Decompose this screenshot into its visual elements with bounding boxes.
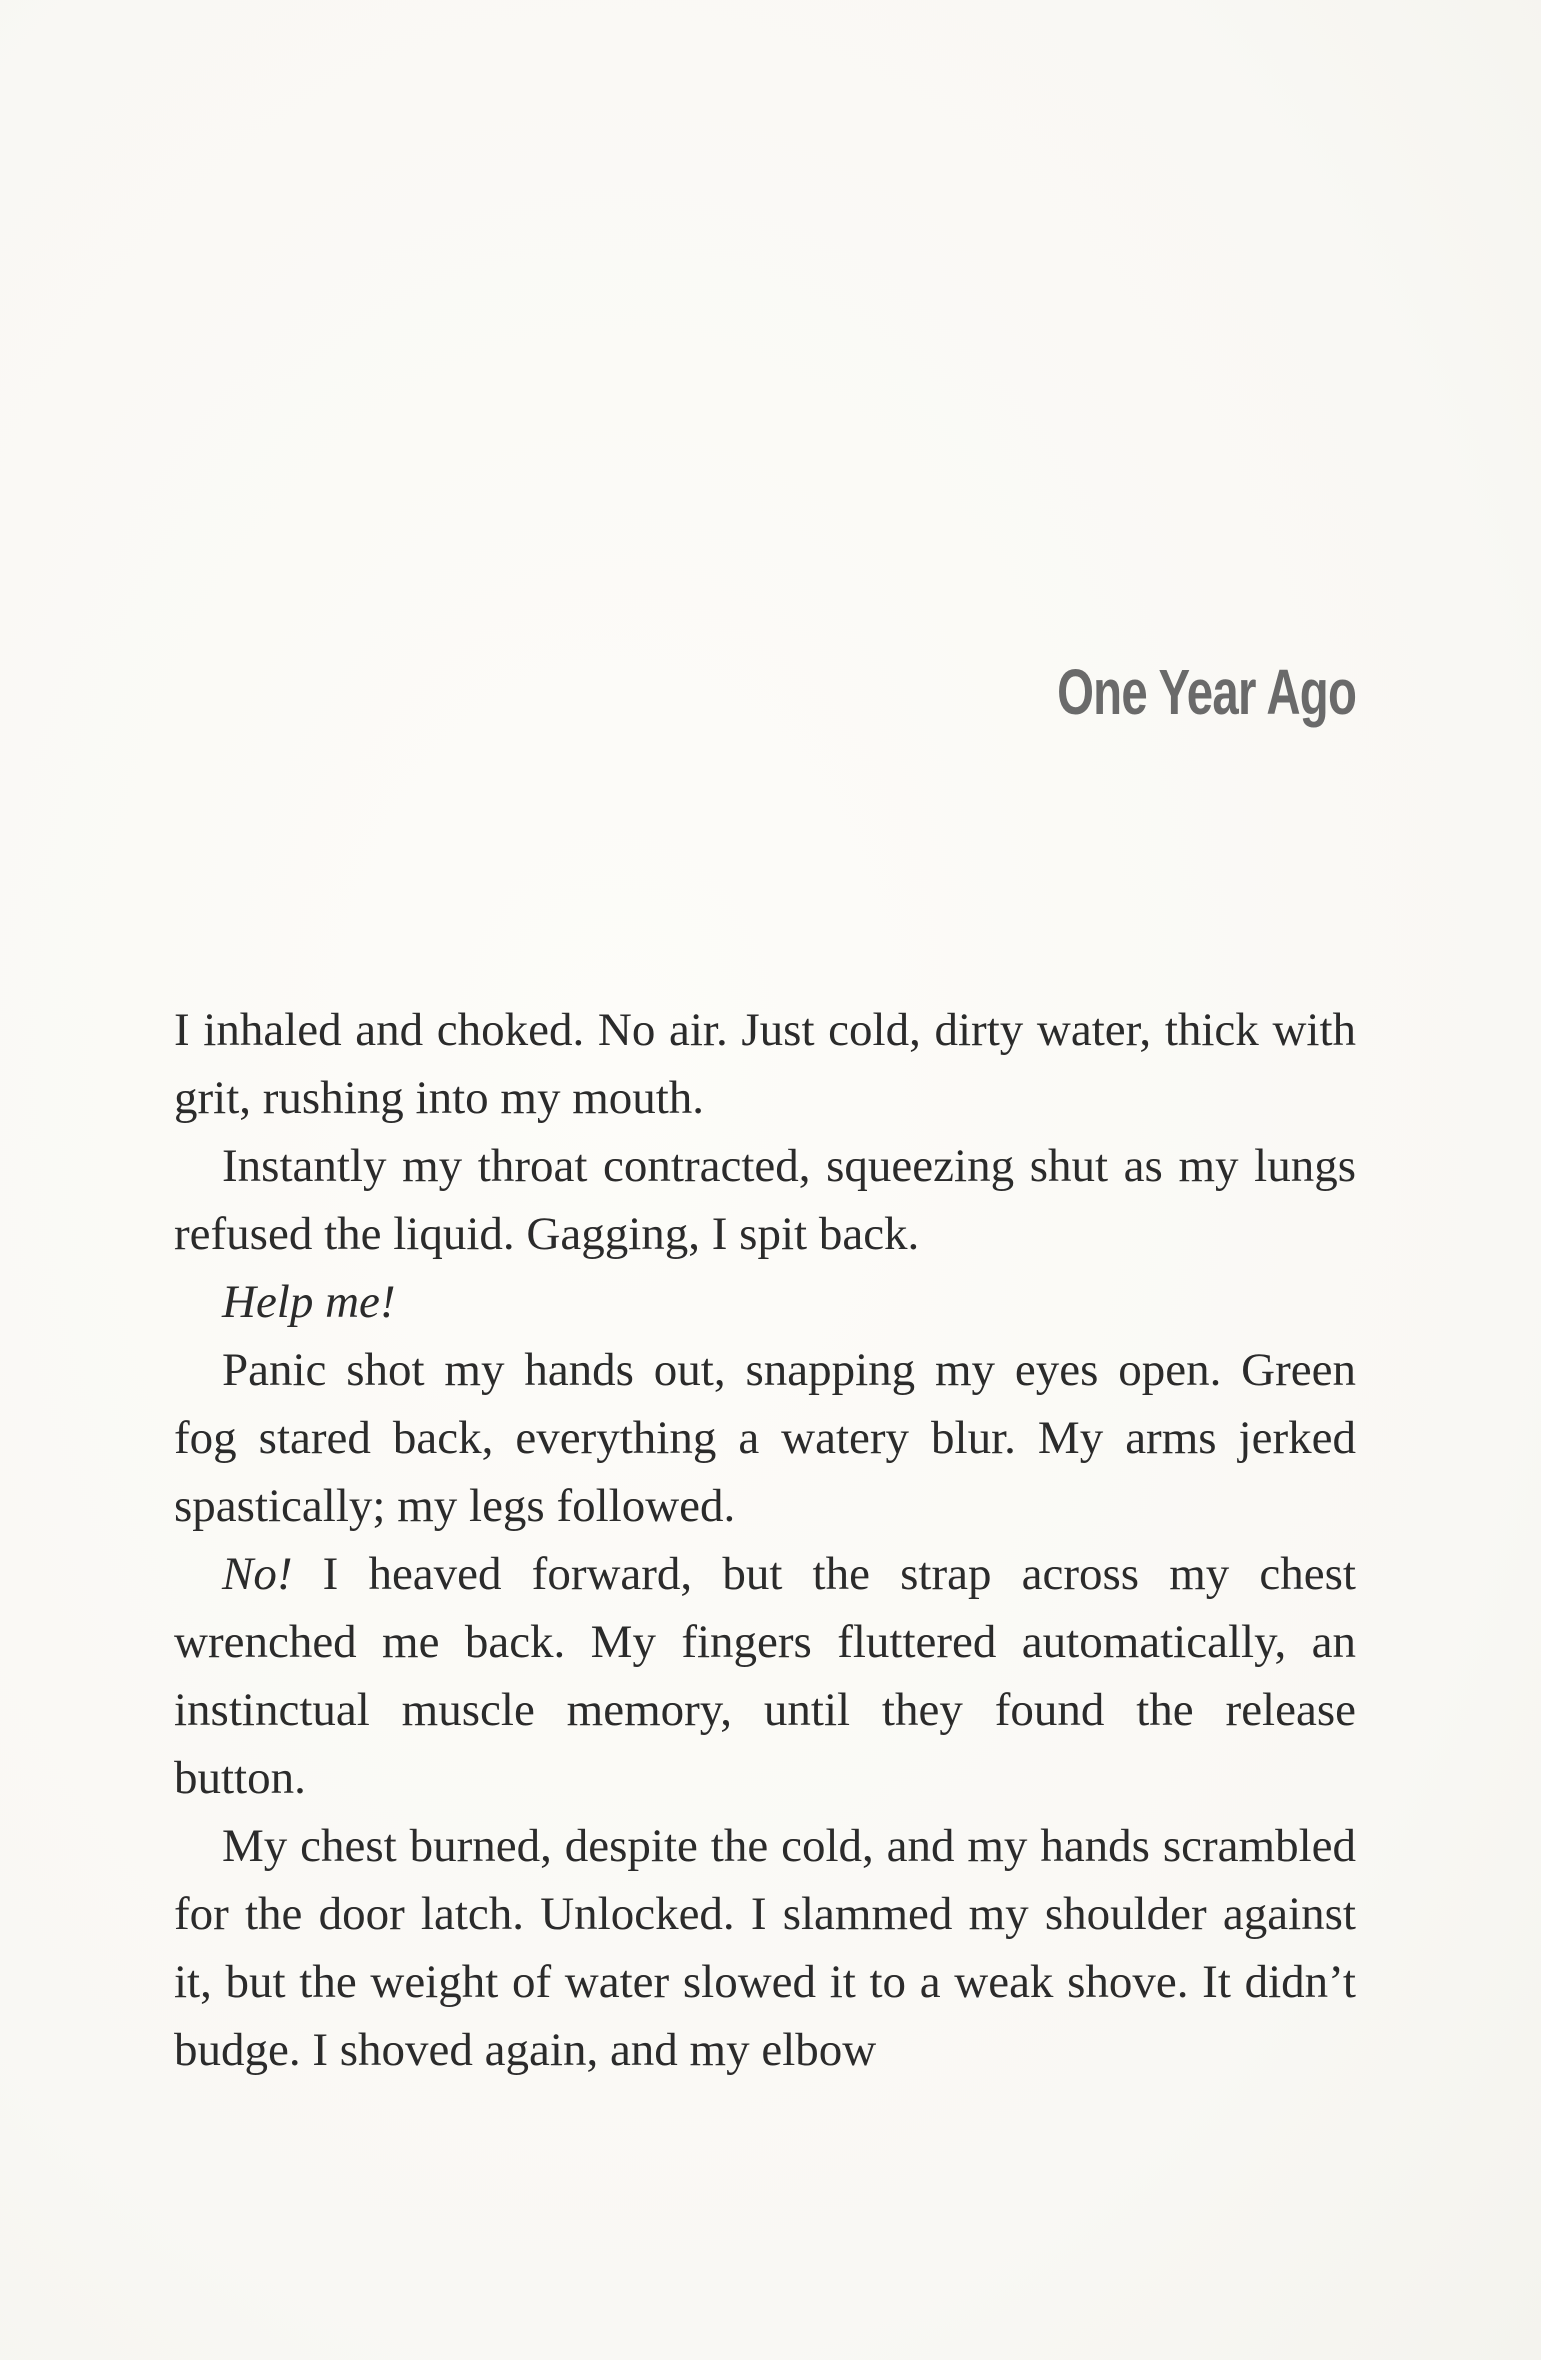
- paragraph-5-text: I heaved forward, but the strap across my chest wrenched me back. My fingers fluttered automatically, an instinctual muscle memory, until they found the release button.: [174, 1548, 1356, 1804]
- paragraph-5-italic-thought: No!: [222, 1548, 293, 1600]
- paragraph-5: [174, 1540, 1356, 1812]
- chapter-body: [174, 996, 1356, 2084]
- paragraph-4: Panic shot my hands out, snapping my eyes open. Green fog stared back, everything a watery blur. My arms jerked spastically; my legs followed.: [174, 1344, 1356, 1532]
- paragraph-2: Instantly my throat contracted, squeezing shut as my lungs refused the liquid. Gagging, I spit back.: [174, 1140, 1356, 1260]
- paragraph-3-italic-thought: Help me!: [222, 1276, 396, 1328]
- paragraph-6: My chest burned, despite the cold, and my hands scrambled for the door latch. Unlocked. I slammed my shoulder against it, but the weight of water slowed it to a weak shove. It didn’t budge. I shoved again, and my elbow: [174, 1820, 1356, 2076]
- paragraph-1: I inhaled and choked. No air. Just cold, dirty water, thick with grit, rushing into my mouth.: [174, 1004, 1356, 1124]
- chapter-title: One Year Ago: [1056, 656, 1356, 728]
